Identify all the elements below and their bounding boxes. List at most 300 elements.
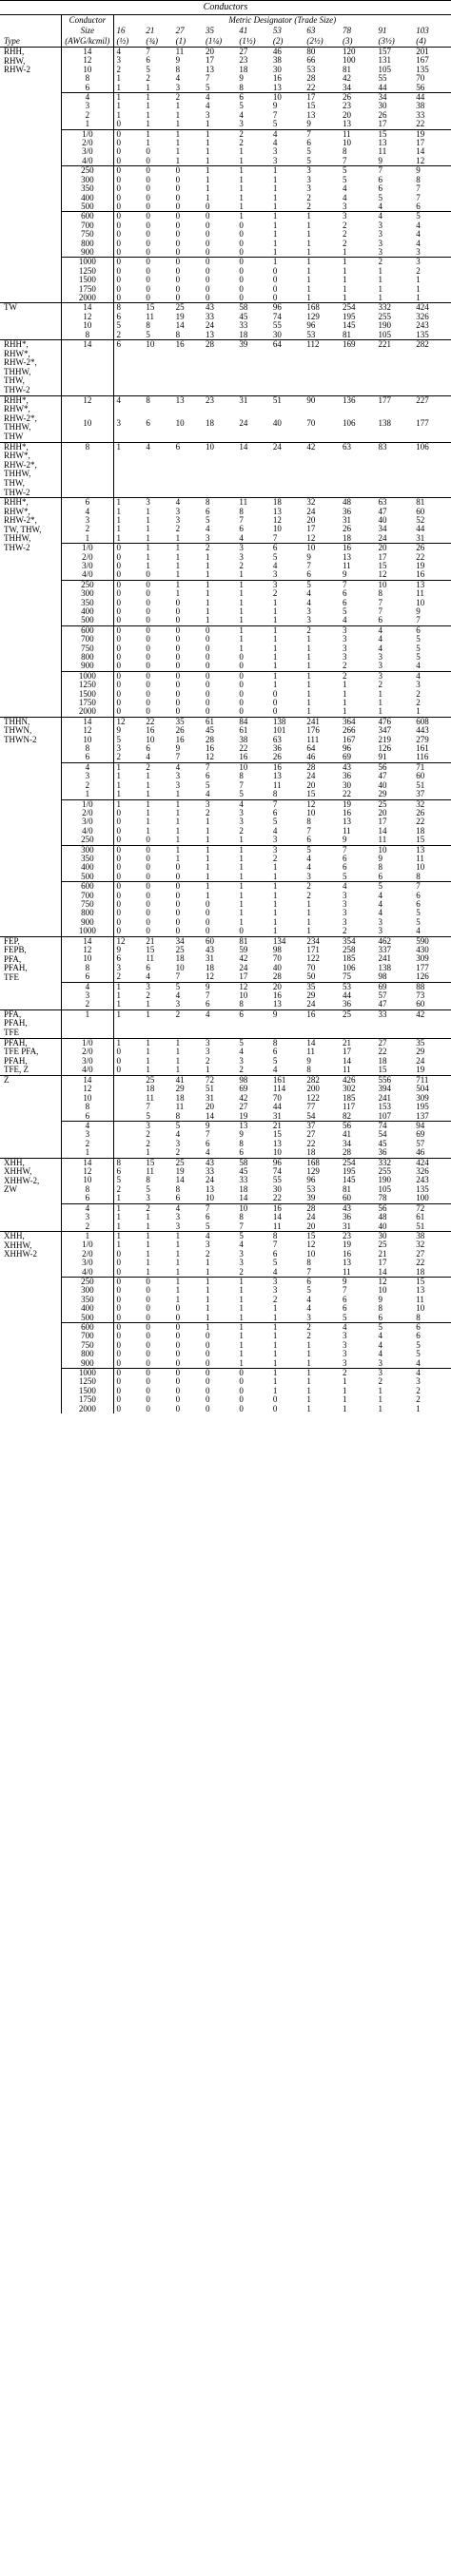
conductor-size-cell: 2 [62,1222,113,1232]
conductor-size-cell: 500 [62,873,113,882]
conductor-count-cell: 70 [272,1092,282,1103]
conductor-count-cell: 1 [203,1322,236,1332]
conductor-count-cell: 3 [342,643,347,653]
conductor-count-cell: 33 [205,1166,214,1177]
conductor-count-cell: 0 [205,283,210,294]
conductor-size-cell: 1250 [62,681,113,689]
conductor-count-cell: 2 [205,807,210,817]
conductor-count-cell: 122 [306,1092,320,1103]
conductor-type-line: RHW, [4,55,26,66]
designator-metric: 63 [306,26,316,35]
conductor-count-cell: 44 [378,82,387,92]
conductor-size-cell: 10 [62,419,113,442]
conductor-count-cell: 13 [272,999,282,1009]
conductor-count-cell: 0 [146,698,150,708]
conductor-count-cell: 219 [378,734,392,744]
conductor-count-cell: 15 [416,835,425,845]
conductor-count-cell: 1 [236,580,269,589]
conductor-count-cell: 0 [116,606,121,616]
conductor-count-cell: 6 [146,55,150,66]
conductor-count-cell: 72 [413,1203,451,1213]
conductor-count-cell: 13 [272,771,282,781]
conductor-count-cell: 4 [146,752,150,762]
conductor-count-cell: 7 [239,1221,244,1231]
conductor-count-cell: 8 [175,64,181,74]
conductor-count-cell: 101 [272,725,286,736]
conductor-count-cell: 0 [113,258,143,267]
conductor-count-cell: 0 [116,916,121,927]
table-row [0,1296,451,1304]
conductor-count-cell: 13 [342,119,351,129]
conductor-count-cell: 0 [175,1394,181,1405]
table-row [0,419,451,442]
conductor-count-cell: 6 [173,442,203,498]
conductor-count-cell: 1 [113,982,143,991]
conductor-count-cell: 54 [306,1110,316,1121]
conductor-count-cell: 3 [342,652,347,662]
conductor-count-cell: 39 [236,340,269,396]
conductor-count-cell: 12 [304,799,340,809]
conductor-size-cell: 300 [62,1286,113,1295]
designator-metric: 27 [175,26,185,35]
conductor-count-cell: 1 [116,101,121,111]
conductor-count-cell: 30 [272,64,282,74]
conductor-count-cell: 135 [416,329,429,339]
conductor-count-cell: 8 [146,320,150,331]
conductor-count-cell: 2 [306,890,311,900]
conductor-count-cell: 7 [304,129,340,139]
conductor-type-line: THHW, [4,366,31,376]
conductor-count-cell: 168 [304,1158,340,1167]
conductor-count-cell: 3 [175,999,181,1009]
conductor-count-cell: 33 [416,109,425,120]
conductor-count-cell: 2 [342,220,347,230]
conductor-count-cell: 1 [416,1403,421,1413]
conductor-size-cell: 1 [62,1148,113,1158]
conductor-count-cell: 0 [116,201,121,211]
conductor-type-line: RHW-2*, [4,357,37,368]
conductor-count-cell: 2 [239,1266,244,1277]
conductor-count-cell: 135 [416,64,429,74]
conductor-type-line: XHH, [4,1230,25,1240]
conductor-count-cell: 8 [113,1158,143,1167]
conductor-count-cell: 1 [113,1009,143,1038]
conductor-count-cell: 145 [342,1175,356,1185]
conductor-count-cell: 2 [143,762,172,772]
conductor-count-cell: 0 [175,698,181,708]
conductor-count-cell: 26 [416,807,425,817]
table-row [0,84,451,93]
conductor-count-cell: 31 [236,395,269,418]
conductor-count-cell: 1 [146,1065,150,1075]
conductor-count-cell: 2 [342,229,347,240]
conductor-count-cell: 0 [239,680,244,690]
conductor-count-cell: 1 [175,835,181,845]
conductor-count-cell: 6 [342,588,347,599]
conductor-count-cell: 12 [378,569,387,580]
conductor-count-cell: 0 [146,835,150,845]
conductor-count-cell: 0 [146,155,150,165]
conductor-count-cell: 1 [416,706,421,717]
conductor-count-cell: 0 [116,588,121,599]
conductor-size-cell: 750 [62,644,113,653]
conductor-count-cell: 0 [116,238,121,248]
conductor-count-cell: 1 [306,916,311,927]
conductor-count-cell: 11 [342,1065,351,1075]
conductor-count-cell: 10 [239,990,248,1001]
conductor-count-cell: 131 [378,55,392,66]
table-row [0,395,451,418]
conductor-count-cell: 13 [173,395,203,418]
conductor-count-cell: 7 [175,971,181,982]
conductor-count-cell: 46 [416,1147,425,1158]
conductor-count-cell: 96 [306,320,316,331]
conductor-count-cell: 0 [116,1285,121,1296]
conductor-count-cell: 6 [378,1312,383,1322]
conductor-count-cell: 476 [376,717,414,726]
conductor-count-cell: 161 [416,743,429,754]
conductor-count-cell: 8 [239,1138,244,1148]
conductor-count-cell: 3 [175,771,181,781]
conductor-count-cell: 2 [416,1385,421,1395]
conductor-count-cell: 18 [378,1055,387,1066]
conductor-size-cell: 1000 [62,1369,113,1378]
conductor-size-cell: 3/0 [62,562,113,570]
conductor-count-cell: 2 [378,1376,383,1387]
conductor-count-cell: 3 [378,220,383,230]
conductor-type-cell [0,1038,62,1075]
conductor-count-cell: 0 [146,680,150,690]
conductor-count-cell: 4 [239,1047,244,1057]
conductor-count-cell: 8 [239,506,244,516]
conductor-size-cell: 4 [62,508,113,516]
designator-trade-size: (½) [113,36,143,48]
conductor-count-cell: 63 [340,442,376,498]
conductor-count-cell: 72 [203,1076,236,1086]
conductor-count-cell: 0 [116,698,121,708]
conductor-count-cell: 1 [236,882,269,892]
conductor-count-cell: 7 [306,1266,311,1277]
conductor-count-cell: 2 [416,688,421,699]
designator-metric: 53 [272,26,282,35]
table-row [0,194,451,202]
conductor-count-cell: 1 [272,926,278,936]
conductor-count-cell: 29 [378,789,387,799]
conductor-count-cell: 13 [205,1183,214,1194]
conductor-count-cell: 2 [416,698,421,708]
conductor-count-cell: 44 [413,93,451,103]
conductor-type-line: XHH, [4,1157,25,1167]
conductor-count-cell: 116 [416,752,429,762]
conductor-count-cell: 255 [378,311,392,321]
conductor-count-cell: 4 [416,926,421,936]
conductor-count-cell: 8 [175,1110,181,1121]
conductor-count-cell: 1 [175,1240,181,1250]
conductor-count-cell: 347 [378,725,392,736]
conductor-count-cell: 36 [272,743,282,754]
conductor-count-cell: 4 [113,48,143,57]
conductor-count-cell: 1 [173,544,203,553]
conductor-count-cell: 13 [342,1258,351,1268]
conductor-count-cell: 6 [378,615,383,625]
conductor-count-cell: 91 [378,752,387,762]
conductor-count-cell: 4 [378,890,383,900]
conductor-count-cell: 30 [272,1183,282,1194]
table-row [0,671,451,681]
conductor-count-cell: 1 [304,212,340,221]
conductor-count-cell: 6 [416,890,421,900]
conductor-count-cell: 5 [146,64,150,74]
conductor-count-cell: 6 [342,853,347,863]
conductor-count-cell: 42 [413,1009,451,1038]
conductor-count-cell: 0 [113,544,143,553]
conductor-count-cell: 70 [272,953,282,964]
conductor-count-cell: 1 [239,1312,244,1322]
conductor-count-cell: 0 [146,688,150,699]
conductor-count-cell: 1 [306,283,311,294]
conductor-count-cell: 1 [306,1394,311,1405]
conductor-count-cell: 0 [239,1403,244,1413]
conductor-count-cell: 0 [146,606,150,616]
conductor-count-cell: 0 [205,652,210,662]
conductor-count-cell: 33 [239,320,248,331]
conductor-count-cell: 5 [239,789,244,799]
conductor-count-cell: 2 [205,1248,210,1259]
conductor-count-cell: 4 [413,671,451,681]
conductor-count-cell: 1 [378,292,383,302]
conductor-count-cell: 3 [175,1221,181,1231]
conductor-count-cell: 46 [306,752,316,762]
table-row [0,580,451,589]
conductor-count-cell: 8 [113,303,143,313]
conductor-size-cell: 700 [62,635,113,644]
conductor-count-cell: 1 [146,82,150,92]
conductor-count-cell: 1 [113,762,143,772]
conductor-count-cell: 13 [413,845,451,855]
conductor-count-cell: 1 [342,1376,347,1387]
conductor-count-cell: 0 [239,220,244,230]
designator-trade-size: (3) [340,36,376,48]
conductor-size-cell: 4 [62,1122,113,1131]
conductor-count-cell: 23 [342,101,351,111]
conductor-count-cell: 4 [376,625,414,635]
table-row [0,625,451,635]
conductor-count-cell: 0 [205,246,210,257]
conductor-count-cell: 0 [175,292,181,302]
designator-metric: 103 [416,26,429,35]
conductor-size-cell: 2 [62,111,113,120]
table-row [0,845,451,855]
conductor-count-cell: 1 [173,845,203,855]
conductor-count-cell: 0 [146,926,150,936]
conductor-count-cell: 0 [143,882,172,892]
conductor-count-cell: 0 [143,1369,172,1378]
conductor-count-cell: 0 [146,1285,150,1296]
conductor-count-cell: 1 [205,569,210,580]
conductor-count-cell: 3 [205,109,210,120]
conductor-count-cell: 6 [342,862,347,873]
conductor-count-cell: 82 [342,1110,351,1121]
conductor-count-cell: 0 [116,615,121,625]
conductor-type-cell [0,936,62,1009]
conductor-count-cell: 0 [116,1266,121,1277]
conductor-count-cell: 337 [378,945,392,954]
conductor-count-cell: 1 [175,853,181,863]
conductor-count-cell: 326 [416,1166,429,1177]
conductor-count-cell: 4 [272,560,278,570]
conductor-count-cell: 1 [378,283,383,294]
conductor-count-cell: 0 [146,246,150,257]
conductor-count-cell: 1 [203,882,236,892]
conductor-count-cell: 0 [175,238,181,248]
conductor-count-cell: 134 [270,936,304,946]
conductor-count-cell: 11 [378,835,387,845]
conductor-count-cell: 22 [306,1138,316,1148]
conductor-count-cell: 0 [116,926,121,936]
conductor-size-cell: 1 [62,120,113,129]
conductor-count-cell: 43 [205,945,214,954]
conductor-count-cell: 2 [203,544,236,553]
conductor-count-cell: 0 [146,898,150,909]
conductor-count-cell: 1 [173,129,203,139]
conductor-count-cell: 9 [175,743,181,754]
conductor-count-cell: 1 [146,771,150,781]
conductor-count-cell: 0 [146,201,150,211]
conductor-count-cell: 0 [146,229,150,240]
conductor-count-cell: 0 [116,652,121,662]
conductor-count-cell: 0 [116,174,121,184]
conductor-count-cell: 1 [146,1221,150,1231]
conductor-count-cell: 38 [413,1231,451,1240]
conductor-size-cell: 1750 [62,285,113,294]
size-header-line-3: (AWG/kcmil) [62,36,113,48]
conductor-size-cell: 2 [62,781,113,790]
conductor-count-cell: 11 [146,1166,154,1177]
table-row [0,607,451,616]
conductor-count-cell: 0 [146,643,150,653]
conductor-size-cell: 6 [62,972,113,982]
conductor-count-cell: 7 [378,597,383,607]
conductor-count-cell: 1 [146,1055,150,1066]
conductor-count-cell: 16 [175,734,185,744]
conductor-count-cell: 5 [272,817,278,827]
conductor-count-cell: 7 [340,845,376,855]
conductor-count-cell: 1 [205,174,210,184]
conductor-type-cell [0,498,62,718]
conductor-count-cell: 63 [272,734,282,744]
table-row [0,599,451,607]
conductor-count-cell: 11 [173,48,203,57]
conductor-count-cell: 1 [146,560,150,570]
conductor-size-cell: 4/0 [62,157,113,166]
conductor-count-cell: 34 [342,1138,351,1148]
conductor-count-cell: 46 [270,48,304,57]
table-row [0,873,451,882]
conductor-size-cell: 1 [62,1231,113,1240]
conductor-count-cell: 9 [306,119,311,129]
conductor-count-cell: 42 [239,953,248,964]
conductor-count-cell: 1 [239,606,244,616]
conductor-size-cell: 1000 [62,671,113,681]
conductor-count-cell: 2 [239,1065,244,1075]
conductor-size-cell: 12 [62,1085,113,1093]
conductor-count-cell: 258 [342,945,356,954]
conductor-type-line: XHHW-2, [4,1175,40,1185]
conductor-count-cell: 19 [413,129,451,139]
conductor-count-cell: 8 [306,1065,311,1075]
conductor-count-cell: 9 [378,155,383,165]
conductor-count-cell: 9 [270,1009,304,1038]
conductor-count-cell: 5 [342,174,347,184]
conductor-count-cell: 6 [113,340,143,396]
conductor-count-cell: 0 [146,146,150,157]
conductor-count-cell: 6 [342,1303,347,1314]
conductor-count-cell: 1 [113,442,143,498]
conductor-count-cell: 1 [175,119,181,129]
conductor-count-cell: 15 [306,101,316,111]
conductor-count-cell: 0 [175,706,181,717]
conductor-count-cell: 25 [143,1076,172,1086]
conductor-count-cell: 1 [306,265,311,276]
conductor-type-line: PFAH, [4,1037,28,1048]
conductor-count-cell: 6 [270,544,304,553]
conductor-count-cell: 27 [306,1129,316,1140]
conductor-size-cell: 700 [62,221,113,230]
conductor-count-cell: 1 [116,999,121,1009]
conductor-count-cell: 3 [272,155,278,165]
conductor-count-cell: 1 [342,292,347,302]
conductor-size-cell: 900 [62,662,113,671]
conductor-count-cell: 9 [239,1129,244,1140]
conductor-count-cell: 0 [272,265,278,276]
conductor-count-cell: 4 [340,882,376,892]
conductor-count-cell: 4 [378,1331,383,1341]
conductor-count-cell: 61 [416,1212,425,1222]
conductor-count-cell: 426 [340,1076,376,1086]
conductor-count-cell: 12 [236,982,269,991]
conductor-count-cell: 43 [340,762,376,772]
conductor-type-line: PFAH, [4,1018,28,1028]
conductor-count-cell: 0 [116,817,121,827]
conductor-size-cell: 12 [62,946,113,954]
conductor-count-cell: 1 [272,898,278,909]
conductor-count-cell: 0 [143,625,172,635]
conductor-count-cell: 0 [146,706,150,717]
conductor-count-cell: 0 [175,275,181,285]
conductor-count-cell: 15 [413,1277,451,1286]
table-row [0,882,451,892]
conductor-count-cell: 4 [143,442,172,498]
conductor-count-cell: 22 [416,119,425,129]
conductor-size-cell: 14 [62,717,113,726]
conductor-count-cell: 60 [342,1193,351,1203]
conductor-count-cell: 100 [342,55,356,66]
conductor-count-cell: 0 [146,1357,150,1368]
conductor-count-cell: 43 [203,1158,236,1167]
conductor-count-cell: 0 [175,890,181,900]
conductor-count-cell: 1 [175,146,181,157]
conductor-count-cell: 28 [342,1147,351,1158]
conductor-size-cell: 350 [62,599,113,607]
conductor-count-cell: 1 [270,882,304,892]
conductor-count-cell: 3 [306,606,311,616]
conductor-count-cell: 12 [113,717,143,726]
conductor-count-cell: 1 [205,588,210,599]
conductor-count-cell: 1 [173,799,203,809]
conductor-count-cell: 1 [239,597,244,607]
conductor-count-cell: 1 [116,990,121,1001]
conductor-count-cell: 0 [203,671,236,681]
